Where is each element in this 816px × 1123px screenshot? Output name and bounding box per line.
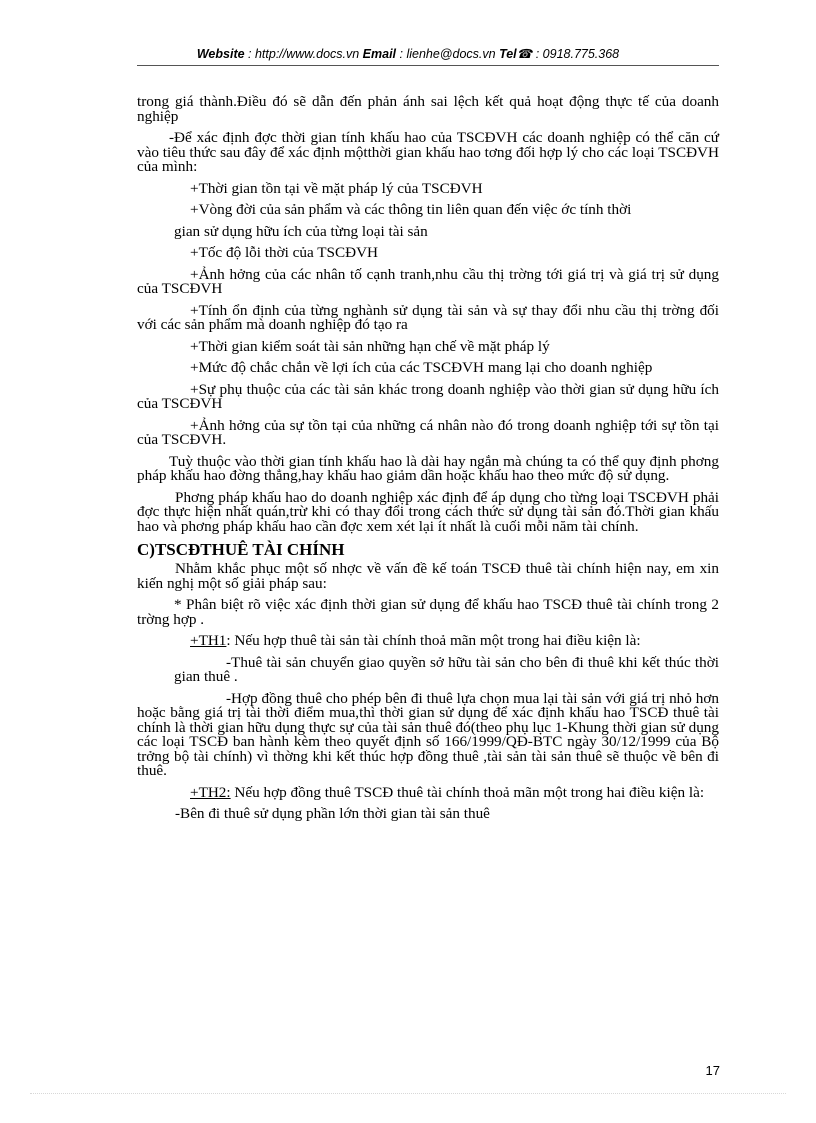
list-item: +Tốc độ lỗi thời của TSCĐVH bbox=[190, 244, 379, 261]
paragraph bbox=[137, 598, 719, 627]
case-label: +TH2: bbox=[190, 783, 231, 801]
section-heading: C)TSCĐTHUÊ TÀI CHÍNH bbox=[137, 540, 345, 559]
website-value: : http://www.docs.vn bbox=[244, 47, 363, 61]
page-header bbox=[0, 46, 816, 61]
list-item: +Thời gian tồn tại về mặt pháp lý của TSCĐVH bbox=[190, 179, 483, 197]
paragraph: Nhằm khắc phục một số nhợc về vấn đề kế toán TSCĐ thuê tài chính hiện nay, em xin kiến nghị một số giải pháp sau: bbox=[137, 560, 719, 592]
page-number: 17 bbox=[705, 1063, 720, 1078]
list-item: +Sự phụ thuộc của các tài sản khác trong doanh nghiệp vào thời gian sử dụng hữu ích của TSCĐVH bbox=[137, 380, 719, 412]
star-marker: * bbox=[174, 596, 182, 613]
condition-item: -Hợp đồng thuê cho phép bên đi thuê lựa chọn mua lại tài sản với giá trị nhỏ hơn hoặc bằng giá trị tài thời điểm mua,thì thời gian sử dụng để xác định khấu hao TSCĐ thuê tài chính là thời gian hữu dụng thực sự của tài sản thuê đó(theo phụ lục 1-Khung thời gian sử dụng các loại TSCĐ ban hành kèm theo quyết định số 166/1999/QĐ-BTC ngày 30/12/1999 của Bộ trởng bộ tài chính) vì thờng khi kết thúc hợp đồng thuê ,tài sản tài sản thuê sẽ thuộc về bên đi thuê. bbox=[137, 689, 719, 779]
condition-item: -Bên đi thuê sử dụng phần lớn thời gian tài sản thuê bbox=[175, 805, 490, 822]
list-item: +Ảnh hởng của các nhân tố cạnh tranh,nhu cầu thị trờng tới giá trị và giá trị sử dụng của TSCĐVH bbox=[137, 265, 719, 297]
paragraph: trong giá thành.Điều đó sẽ dẫn đến phản ánh sai lệch kết quả hoạt động thực tế của doanh nghiệp bbox=[137, 93, 719, 125]
list-item: +Ảnh hởng của sự tồn tại của những cá nhân nào đó trong doanh nghiệp tới sự tồn tại của TSCĐVH. bbox=[137, 416, 719, 448]
list-item-continuation: gian sử dụng hữu ích của từng loại tài sản bbox=[174, 222, 428, 240]
tel-value: : 0918.775.368 bbox=[532, 47, 620, 61]
document-body bbox=[137, 95, 719, 829]
paragraph bbox=[137, 634, 719, 649]
paragraph: Tuỳ thuộc vào thời gian tính khấu hao là dài hay ngắn mà chúng ta có thể quy định phơng pháp khấu hao đờng thẳng,hay khấu hao giảm dần hoặc khấu hao theo mức độ sử dụng. bbox=[137, 452, 719, 484]
case-text: : Nếu hợp thuê tài sản tài chính thoả mãn một trong hai điều kiện là: bbox=[226, 632, 641, 649]
paragraph: -Để xác định đợc thời gian tính khấu hao của TSCĐVH các doanh nghiệp có thể căn cứ vào tiêu thức sau đây để xác định mộtthời gian khấu hao tơng đối hợp lý cho các loại TSCĐVH của mình: bbox=[137, 129, 719, 175]
paragraph: Phơng pháp khấu hao do doanh nghiệp xác định để áp dụng cho từng loại TSCĐVH phải đợc thực hiện nhất quán,trừ khi có thay đổi trong cách thức sử dụng tài sản đó.Thời gian khấu hao và phơng pháp khấu hao cần đợc xem xét lại ít nhất là cuối mỗi năm tài chính. bbox=[137, 488, 719, 535]
paragraph bbox=[137, 783, 719, 801]
footer-divider bbox=[30, 1093, 786, 1094]
list-item: +Mức độ chắc chắn về lợi ích của các TSCĐVH mang lại cho doanh nghiệp bbox=[190, 359, 653, 376]
list-item: +Vòng đời của sản phẩm và các thông tin liên quan đến việc ớc tính thời bbox=[190, 201, 632, 218]
website-label: Website bbox=[196, 47, 245, 61]
star-text: Phân biệt rõ việc xác định thời gian sử dụng để khấu hao TSCĐ thuê tài chính trong 2 trờng hợp . bbox=[137, 596, 719, 628]
condition-item: -Thuê tài sản chuyển giao quyền sở hữu tài sản cho bên đi thuê khi kết thúc thời gian thuê . bbox=[174, 653, 719, 685]
case-text: Nếu hợp đồng thuê TSCĐ thuê tài chính thoả mãn một trong hai điều kiện là: bbox=[230, 783, 705, 801]
list-item: +Thời gian kiểm soát tài sản những hạn chế về mặt pháp lý bbox=[190, 337, 550, 355]
case-label: +TH1 bbox=[190, 632, 227, 649]
tel-label: Tel bbox=[499, 47, 517, 61]
phone-icon: ☎ bbox=[516, 47, 533, 61]
email-label: Email bbox=[362, 47, 397, 61]
header-divider bbox=[137, 65, 719, 66]
list-item: +Tính ổn định của từng nghành sử dụng tài sản và sự thay đổi nhu cầu thị trờng đối với các sản phẩm mà doanh nghiệp đó tạo ra bbox=[137, 301, 719, 333]
email-value: : lienhe@docs.vn bbox=[396, 47, 500, 61]
